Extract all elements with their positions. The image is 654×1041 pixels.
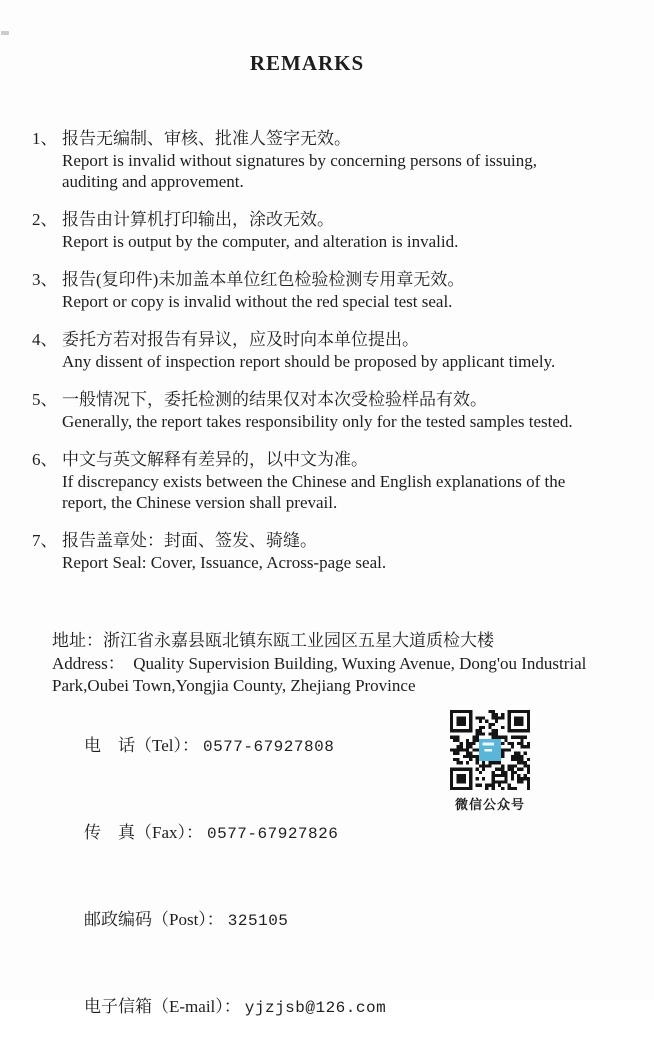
remark-english-line: report, the Chinese version shall prevail. <box>62 493 338 512</box>
remark-body <box>62 449 624 513</box>
remark-item <box>32 389 624 432</box>
ink-smudge <box>1 31 9 35</box>
remark-item <box>32 269 624 312</box>
remark-english-line: Any dissent of inspection report should be proposed by applicant timely. <box>62 352 556 371</box>
remark-body <box>62 269 624 312</box>
contact-list <box>52 713 624 1041</box>
remark-english-line: Generally, the report takes responsibility only for the tested samples tested. <box>62 412 573 431</box>
remark-english-line: Report is invalid without signatures by concerning persons of issuing, <box>62 151 537 170</box>
address-english-line: Park,Oubei Town,Yongjia County, Zhejiang Province <box>52 676 416 695</box>
remark-item <box>32 449 624 513</box>
remark-chinese: 中文与英文解释有差异的，以中文为准。 <box>62 450 368 469</box>
footer-contact-block <box>52 628 624 1041</box>
remark-number: 5、 <box>32 390 58 409</box>
contact-row-email <box>52 974 624 1041</box>
page-title: REMARKS <box>249 51 365 75</box>
fax-value: 0577-67927826 <box>207 825 339 843</box>
remark-number: 6、 <box>32 450 58 469</box>
remark-body <box>62 389 624 432</box>
remark-chinese: 报告(复印件)未加盖本单位红色检验检测专用章无效。 <box>62 270 465 289</box>
address-english-line: Address： Quality Supervision Building, Wuxing Avenue, Dong'ou Industrial <box>52 654 587 673</box>
remark-english-line: Report Seal: Cover, Issuance, Across-page seal. <box>62 553 387 572</box>
remark-english-line: Report or copy is invalid without the red special test seal. <box>62 292 453 311</box>
remark-english-line: If discrepancy exists between the Chinese and English explanations of the <box>62 472 566 491</box>
remark-number: 2、 <box>32 210 58 229</box>
remark-english-line: Report is output by the computer, and alteration is invalid. <box>62 232 459 251</box>
remark-number: 3、 <box>32 270 58 289</box>
remark-item <box>32 128 624 192</box>
contact-row-fax <box>52 800 624 867</box>
address-block <box>52 628 624 697</box>
wechat-qr-code <box>450 710 530 813</box>
remark-item <box>32 329 624 372</box>
remark-chinese: 报告由计算机打印输出，涂改无效。 <box>62 210 334 229</box>
tel-label: 电 话（Tel）： <box>84 736 199 755</box>
remark-body <box>62 530 624 573</box>
contact-row-post <box>52 887 624 954</box>
remark-chinese: 委托方若对报告有异议，应及时向本单位提出。 <box>62 330 419 349</box>
remark-chinese: 报告无编制、审核、批准人签字无效。 <box>62 129 351 148</box>
post-label: 邮政编码（Post）： <box>84 910 224 929</box>
remark-number: 4、 <box>32 330 58 349</box>
remark-item <box>32 530 624 573</box>
remark-body <box>62 209 624 252</box>
remark-chinese: 报告盖章处：封面、签发、骑缝。 <box>62 531 317 550</box>
address-chinese: 地址：浙江省永嘉县瓯北镇东瓯工业园区五星大道质检大楼 <box>52 631 494 650</box>
remark-number: 7、 <box>32 531 58 550</box>
remark-chinese: 一般情况下，委托检测的结果仅对本次受检验样品有效。 <box>62 390 487 409</box>
email-value: yjzjsb@126.com <box>244 999 387 1017</box>
qr-code-image <box>450 710 530 790</box>
contact-row-tel <box>52 713 624 780</box>
remark-english-line: auditing and approvement. <box>62 172 244 191</box>
remark-item <box>32 209 624 252</box>
qr-caption: 微信公众号 <box>454 797 525 812</box>
tel-value: 0577-67927808 <box>202 738 335 756</box>
fax-label: 传 真（Fax）： <box>84 823 203 842</box>
remark-number: 1、 <box>32 129 58 148</box>
post-value: 325105 <box>227 912 289 930</box>
email-label: 电子信箱（E-mail）： <box>84 997 241 1016</box>
remark-body <box>62 329 624 372</box>
remarks-list <box>32 128 624 573</box>
remark-body <box>62 128 624 192</box>
